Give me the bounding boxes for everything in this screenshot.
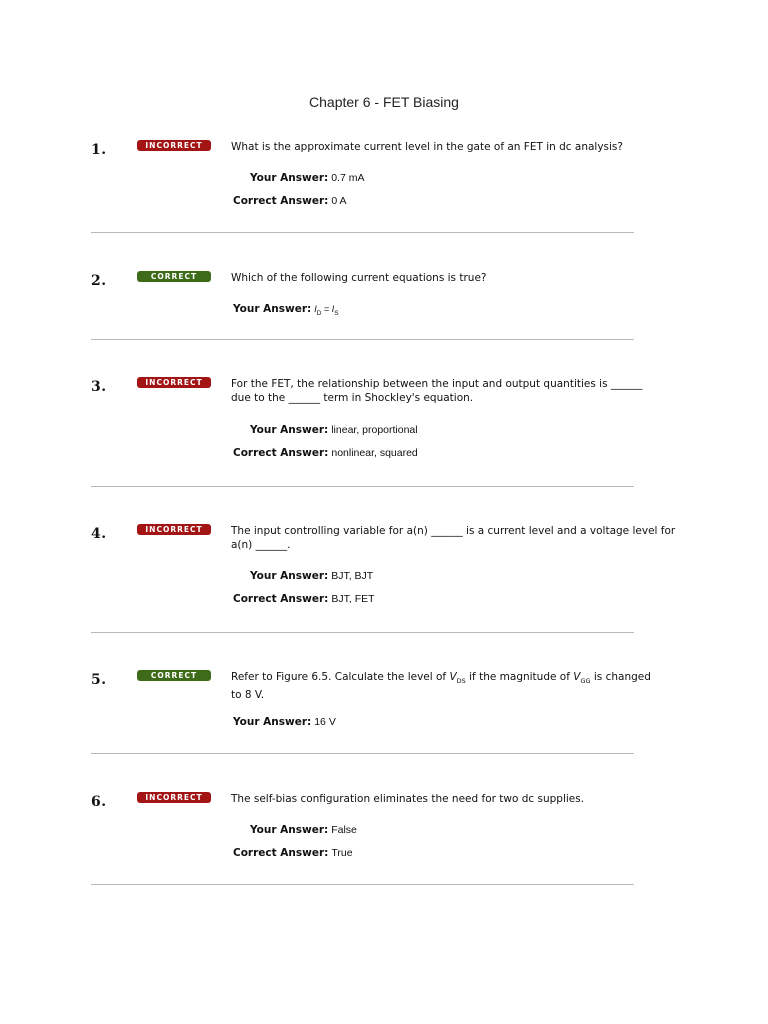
your-answer-row	[233, 716, 336, 728]
subscript: D	[316, 309, 322, 317]
your-answer-row	[250, 570, 373, 582]
question-number: 6.	[91, 794, 107, 810]
your-answer-row	[250, 424, 418, 436]
current-symbol: I	[331, 304, 335, 314]
divider	[91, 486, 634, 487]
status-badge: INCORRECT	[137, 524, 211, 535]
subscript: DS	[456, 677, 466, 686]
correct-answer-row	[233, 447, 418, 459]
correct-answer-label: Correct Answer:	[233, 593, 329, 605]
your-answer-row	[233, 303, 339, 317]
correct-answer-value: 0 A	[331, 195, 347, 207]
your-answer-value: BJT, BJT	[331, 570, 374, 582]
voltage-symbol: V	[449, 671, 457, 683]
your-answer-row	[250, 824, 357, 836]
correct-answer-label: Correct Answer:	[233, 447, 329, 459]
question-text-part: is changed to 8 V.	[231, 671, 651, 702]
question-text: The self-bias configuration eliminates the need for two dc supplies.	[231, 793, 585, 805]
question-text	[231, 670, 651, 702]
divider	[91, 339, 634, 340]
status-badge: CORRECT	[137, 670, 211, 681]
correct-answer-label: Correct Answer:	[233, 195, 329, 207]
question-number: 4.	[91, 526, 107, 542]
correct-answer-value: nonlinear, squared	[331, 447, 418, 459]
status-badge: INCORRECT	[137, 792, 211, 803]
divider	[91, 232, 634, 233]
your-answer-label: Your Answer:	[233, 716, 312, 728]
question-text: Which of the following current equations is true?	[231, 272, 487, 284]
your-answer-value: 16 V	[314, 716, 336, 728]
subscript: GG	[580, 677, 591, 686]
divider	[91, 753, 634, 754]
status-badge: INCORRECT	[137, 140, 211, 151]
correct-answer-label: Correct Answer:	[233, 847, 329, 859]
status-badge: CORRECT	[137, 271, 211, 282]
question-number: 1.	[91, 142, 107, 158]
your-answer-row	[250, 172, 364, 184]
your-answer-label: Your Answer:	[250, 172, 329, 184]
question-text-part: if the magnitude of	[465, 671, 574, 683]
correct-answer-value: True	[331, 847, 353, 859]
question-text: What is the approximate current level in the gate of an FET in dc analysis?	[231, 141, 623, 153]
correct-answer-row	[233, 593, 375, 605]
question-text: The input controlling variable for a(n) ______ is a current level and a voltage level for a(n) ______.	[231, 525, 676, 551]
your-answer-label: Your Answer:	[250, 424, 329, 436]
page-title: Chapter 6 - FET Biasing	[309, 94, 459, 110]
correct-answer-row	[233, 195, 347, 207]
correct-answer-value: BJT, FET	[331, 593, 375, 605]
divider	[91, 632, 634, 633]
status-badge: INCORRECT	[137, 377, 211, 388]
divider	[91, 884, 634, 885]
voltage-symbol: V	[573, 671, 581, 683]
question-text-part: Refer to Figure 6.5. Calculate the level of	[231, 671, 450, 683]
question-number: 2.	[91, 273, 107, 289]
your-answer-value: linear, proportional	[331, 424, 418, 436]
your-answer-value: False	[331, 824, 357, 836]
your-answer-label: Your Answer:	[250, 824, 329, 836]
your-answer-label: Your Answer:	[233, 303, 312, 315]
your-answer-value: 0.7 mA	[331, 172, 365, 184]
current-symbol: I	[314, 304, 317, 314]
subscript: S	[334, 309, 339, 317]
your-answer-label: Your Answer:	[250, 570, 329, 582]
question-text: For the FET, the relationship between the input and output quantities is ______ due to the ______ term in Shockley's equation.	[231, 378, 643, 404]
your-answer-value	[314, 304, 339, 317]
question-number: 5.	[91, 672, 107, 688]
equals-sign: =	[321, 304, 332, 314]
correct-answer-row	[233, 847, 353, 859]
question-number: 3.	[91, 379, 107, 395]
